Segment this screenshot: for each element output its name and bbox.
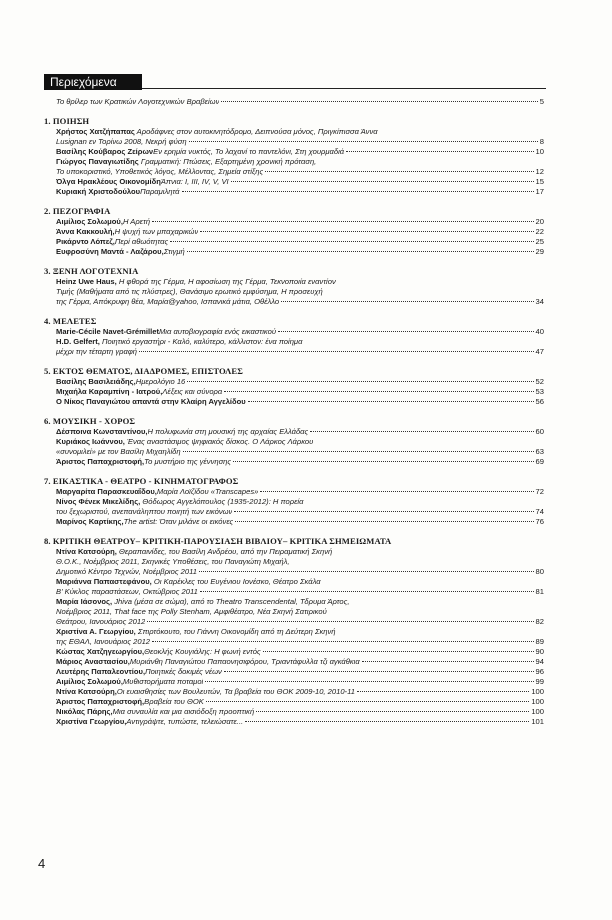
intro-title: Το θρίλερ των Κρατικών Λογοτεχνικών Βραβείων <box>56 97 220 106</box>
entry-author: Κυριάκος Ιωάννου, <box>56 437 125 446</box>
toc-entry <box>44 627 544 647</box>
dot-leader <box>182 191 534 192</box>
entry-works: Ημερολόγιο 16 <box>135 377 186 386</box>
entry-works: Μυριάνθη Παναγιώτου Παπαονησιφόρου, Τριαντάφυλλα τζι αγκάθκια <box>129 657 360 666</box>
toc-entry <box>44 677 544 687</box>
entry-page-number: 90 <box>535 647 544 656</box>
entry-continuation-line <box>56 557 544 567</box>
entry-works-continued: Lusignan εν Τορίνω 2008, Νεκρή φύση <box>56 137 187 146</box>
entry-author: Βασίλης Βασιλειάδης, <box>56 377 136 386</box>
entry-first-line <box>56 597 544 607</box>
contents-header: Περιεχόμενα <box>44 74 142 90</box>
entry-page-number: 99 <box>535 677 544 686</box>
entry-works-continued: Νοέμβριος 2011, That face της Polly Stenham, Αμφιθέατρο, Νέα Σκηνή Σατιρικού <box>56 607 327 616</box>
entry-page-number: 10 <box>535 147 544 156</box>
entry-continuation-line <box>56 567 544 577</box>
entry-first-line <box>56 487 544 497</box>
section-title: 8. ΚΡΙΤΙΚΗ ΘΕΑΤΡΟΥ– ΚΡΙΤΙΚΗ-ΠΑΡΟΥΣΙΑΣΗ ΒΙΒΛΙΟΥ– ΚΡΙΤΙΚΑ ΣΗΜΕΙΩΜΑΤΑ <box>44 536 392 546</box>
dot-leader <box>231 181 534 182</box>
entry-first-line <box>56 707 544 717</box>
section-title: 6. ΜΟΥΣΙΚΗ - ΧΟΡΟΣ <box>44 416 136 426</box>
entry-page-number: 101 <box>531 717 544 726</box>
entry-works-continued: Θεάτρου, Ιανουάριος 2012 <box>56 617 146 626</box>
entry-first-line <box>56 677 544 687</box>
entry-works: Η πολυφωνία στη μουσική της αρχαίας Ελλάδας <box>147 427 309 436</box>
entry-page-number: 96 <box>535 667 544 676</box>
entry-first-line <box>56 667 544 677</box>
entry-works: Αροδάφνες στον αυτοκινητόδρομο, Δειπνούσα μόνος, Πριγκίπισσα Άννα <box>136 127 378 136</box>
section-title: 3. ΞΕΝΗ ΛΟΓΟΤΕΧΝΙΑ <box>44 266 139 276</box>
entry-first-line <box>56 427 544 437</box>
entry-first-line <box>56 547 544 557</box>
toc-entry <box>44 157 544 177</box>
toc-entry <box>44 647 544 657</box>
dot-leader <box>245 721 529 722</box>
entry-author: Κώστας Χατζηγεωργίου, <box>56 647 145 656</box>
entry-works: Μυθιστορήματα ποταμοί <box>122 677 204 686</box>
entry-first-line <box>56 577 544 587</box>
entry-works: Ένας αναστάσιμος ψηφιακός δίσκος. Ο Λάρκος Λάρκου <box>127 437 314 446</box>
entry-works-continued: μέχρι την τέταρτη γραφή <box>56 347 137 356</box>
entry-works: Η Αρετή <box>122 217 151 226</box>
dot-leader <box>248 401 534 402</box>
entry-page-number: 56 <box>535 397 544 406</box>
sections <box>44 116 544 727</box>
entry-continuation-line <box>56 617 544 627</box>
entry-works: Θεοκλής Κουγιάλης: Η φωνή εντός <box>144 647 261 656</box>
entry-works: Λέξεις και σύνορα <box>162 387 223 396</box>
entry-continuation-line <box>56 167 544 177</box>
entry-works: Άπνια: I, III, IV, V, VI <box>160 177 229 186</box>
entry-first-line <box>56 157 544 167</box>
entry-page-number: 47 <box>535 347 544 356</box>
entry-first-line <box>56 217 544 227</box>
section-title: 1. ΠΟΙΗΣΗ <box>44 116 90 126</box>
entry-works: Εν ερημία νυκτός, Το λαχανί το παντελόνι, Στη χουρμαδιά <box>153 147 345 156</box>
dot-leader <box>189 141 538 142</box>
entry-author: Marie-Cécile Navet-Grémillet <box>56 327 159 336</box>
entry-author: Όλγα Ηρακλέους Οικονομίδη <box>56 177 161 186</box>
entry-first-line <box>56 717 544 727</box>
toc-entry <box>44 277 544 307</box>
entry-first-line <box>56 147 544 157</box>
entry-works: Οι ευαισθησίες των Βουλευτών, Τα βραβεία του ΘΟΚ 2009-10, 2010-11 <box>116 687 355 696</box>
entry-author: Μαργαρίτα Παρασκευαΐδου, <box>56 487 157 496</box>
section <box>44 206 544 257</box>
entry-works: Μια συναυλία και μια αισιόδοξη προοπτική <box>112 707 255 716</box>
toc-entry <box>44 687 544 697</box>
entry-page-number: 63 <box>535 447 544 456</box>
entry-page-number: 22 <box>535 227 544 236</box>
entry-first-line <box>56 647 544 657</box>
entry-works-continued: Το υποκοριστικό, Υποθετικός λόγος, Μέλλοντας, Σημεία στίξης <box>56 167 264 176</box>
entry-works: Η ψυχή των μπαχαρικών <box>114 227 199 236</box>
section-title: 5. ΕΚΤΟΣ ΘΕΜΑΤΟΣ, ΔΙΑΔΡΟΜΕΣ, ΕΠΙΣΤΟΛΕΣ <box>44 366 243 376</box>
dot-leader <box>256 711 529 712</box>
toc-entry <box>44 427 544 437</box>
entry-author: Άννα Κακκουλή, <box>56 227 115 236</box>
entry-works: Στιγμή <box>163 247 185 256</box>
entry-page-number: 60 <box>535 427 544 436</box>
entry-continuation-line <box>56 587 544 597</box>
entry-author: Μαριάννα Παπαστεφάνου, <box>56 577 152 586</box>
entry-page-number: 34 <box>535 297 544 306</box>
intro-page-number: 5 <box>539 97 544 106</box>
entry-author: Ρικάρντο Λόπεζ, <box>56 237 115 246</box>
entry-first-line <box>56 497 544 507</box>
dot-leader <box>152 641 534 642</box>
toc-entry <box>44 327 544 337</box>
toc-entry <box>44 547 544 577</box>
entry-author: Άριστος Παπαχριστοφή, <box>56 457 145 466</box>
entry-works: Περί αθωότητας <box>114 237 169 246</box>
entry-page-number: 40 <box>535 327 544 336</box>
entry-first-line <box>56 187 544 197</box>
toc-entry <box>44 217 544 227</box>
section-title: 4. ΜΕΛΕΤΕΣ <box>44 316 97 326</box>
toc-entry <box>44 337 544 357</box>
entry-author: Ο Νίκος Παναγιώτου απαντά στην Κλαίρη Αγγελίδου <box>56 397 246 406</box>
dot-leader <box>281 301 533 302</box>
entry-works-continued: «συνομιλεί» με τον Βασίλη Μιχαηλίδη <box>56 447 181 456</box>
dot-leader <box>152 221 533 222</box>
dot-leader <box>224 671 534 672</box>
entry-author: Λευτέρης Παπαλεοντίου, <box>56 667 146 676</box>
entry-works-continued: του ξεχωριστού, ανεπανάληπτου ποιητή των εικόνων <box>56 507 233 516</box>
entry-works: Γραμματική: Πτώσεις, Εξαρτημένη χρονική πρόταση, <box>140 157 317 166</box>
entry-first-line <box>56 687 544 697</box>
entry-page-number: 80 <box>535 567 544 576</box>
entry-works: Θεραπαινίδες, του Βασίλη Ανδρέου, από την Πειραματική Σκηνή <box>118 547 333 556</box>
dot-leader <box>310 431 533 432</box>
dot-leader <box>139 351 534 352</box>
entry-works: Σπιρτόκουτο, του Γιάννη Οικονομίδη από τη Δεύτερη Σκηνή <box>137 627 336 636</box>
dot-leader <box>183 451 534 452</box>
toc-entry <box>44 697 544 707</box>
contents-list <box>44 97 544 736</box>
entry-author: Κυριακή Χριστοδούλου <box>56 187 141 196</box>
entry-continuation-line <box>56 297 544 307</box>
dot-leader <box>187 251 534 252</box>
dot-leader <box>205 681 533 682</box>
toc-entry <box>44 127 544 147</box>
entry-author: Μαρία Ιάσονος, <box>56 597 113 606</box>
entry-first-line <box>56 277 544 287</box>
entry-continuation-line <box>56 607 544 617</box>
entry-page-number: 17 <box>535 187 544 196</box>
entry-page-number: 15 <box>535 177 544 186</box>
page-number: 4 <box>38 856 46 871</box>
dot-leader <box>200 231 533 232</box>
toc-entry <box>44 377 544 387</box>
entry-author: Νικόλας Πάρης, <box>56 707 113 716</box>
section <box>44 536 544 727</box>
toc-entry <box>44 707 544 717</box>
entry-first-line <box>56 517 544 527</box>
entry-page-number: 12 <box>535 167 544 176</box>
entry-works-continued: Τιμής (Μαθήματα από τις πλύστρες), Θανάσιμο ερωτικό εμφύσημα, Η προσευχή <box>56 287 323 296</box>
entry-continuation-line <box>56 637 544 647</box>
section <box>44 416 544 467</box>
entry-author: Ντίνα Κατσούρη, <box>56 547 117 556</box>
section <box>44 116 544 197</box>
entry-author: Δέσποινα Κωνσταντίνου, <box>56 427 148 436</box>
entry-page-number: 81 <box>535 587 544 596</box>
entry-author: Μιχαήλα Καραμπίνη - Ιατρού, <box>56 387 163 396</box>
dot-leader <box>206 701 530 702</box>
dot-leader <box>170 241 533 242</box>
entry-works-continued: Θ.Ο.Κ., Νοέμβριος 2011, Σκηνικές Υποθέσεις, του Παναγιώτη Μιχαήλ, <box>56 557 290 566</box>
toc-entry <box>44 237 544 247</box>
dot-leader <box>233 461 533 462</box>
entry-author: Αιμίλιος Σολωμού, <box>56 217 123 226</box>
toc-entry <box>44 717 544 727</box>
entry-first-line <box>56 177 544 187</box>
entry-continuation-line <box>56 287 544 297</box>
entry-works-continued: Δημοτικό Κέντρο Τεχνών, Νοέμβριος 2011 <box>56 567 197 576</box>
entry-author: Γιώργος Παναγιωτίδης <box>56 157 139 166</box>
toc-entry <box>44 457 544 467</box>
entry-works: Ποιητικές δοκιμές νέων <box>145 667 222 676</box>
entry-works: Ποιητικό εργαστήρι - Καλό, καλύτερο, κάλλιστον: ένα ποίημα <box>102 337 303 346</box>
dot-leader <box>147 621 533 622</box>
entry-author: Χριστίνα Γεωργίου, <box>56 717 127 726</box>
entry-works: Jhiva (μέσα σε σώμα), από το Theatro Transcendental, Τδρυμα Άρτος, <box>114 597 350 606</box>
entry-page-number: 94 <box>535 657 544 666</box>
entry-page-number: 8 <box>539 137 544 146</box>
entry-page-number: 100 <box>531 707 544 716</box>
entry-page-number: 53 <box>535 387 544 396</box>
dot-leader <box>278 331 534 332</box>
toc-entry <box>44 577 544 597</box>
dot-leader <box>200 591 534 592</box>
entry-first-line <box>56 457 544 467</box>
toc-entry <box>44 437 544 457</box>
section <box>44 316 544 357</box>
entry-page-number: 100 <box>531 697 544 706</box>
entry-works: Αντιγράψτε, τυπώστε, τελειώσατε... <box>126 717 244 726</box>
entry-first-line <box>56 227 544 237</box>
entry-continuation-line <box>56 347 544 357</box>
dot-leader <box>357 691 529 692</box>
entry-author: Heinz Uwe Haus, <box>56 277 117 286</box>
entry-works: The artist: Όταν μιλάνε οι εικόνες <box>123 517 234 526</box>
entry-first-line <box>56 327 544 337</box>
entry-first-line <box>56 127 544 137</box>
section <box>44 476 544 527</box>
entry-first-line <box>56 247 544 257</box>
toc-entry <box>44 227 544 237</box>
entry-page-number: 74 <box>535 507 544 516</box>
entry-author: Μάριος Αναστασίου, <box>56 657 130 666</box>
entry-continuation-line <box>56 137 544 147</box>
entry-first-line <box>56 627 544 637</box>
dot-leader <box>263 651 534 652</box>
entry-author: Βασίλης Κούβαρος Ζείρων <box>56 147 154 156</box>
dot-leader <box>221 101 537 102</box>
entry-works: Βραβεία του ΘΟΚ <box>144 697 204 706</box>
dot-leader <box>346 151 533 152</box>
entry-first-line <box>56 437 544 447</box>
section <box>44 366 544 407</box>
entry-page-number: 72 <box>535 487 544 496</box>
dot-leader <box>187 381 533 382</box>
toc-entry <box>44 177 544 187</box>
entry-works-continued: Β' Κύκλος παραστάσεων, Οκτώβριος 2011 <box>56 587 198 596</box>
entry-works: Θόδωρος Αγγελόπουλος (1935-2012): Η πορεία <box>142 497 304 506</box>
dot-leader <box>265 171 533 172</box>
entry-works: Η φθορά της Γέρμα, Η αφοσίωση της Γέρμα, Τεκνοποιία εναντίον <box>118 277 336 286</box>
entry-author: Άριστος Παπαχριστοφή, <box>56 697 145 706</box>
entry-page-number: 25 <box>535 237 544 246</box>
header-rule <box>142 88 546 89</box>
entry-page-number: 20 <box>535 217 544 226</box>
dot-leader <box>235 521 533 522</box>
entry-continuation-line <box>56 447 544 457</box>
entry-works: Οι Καρέκλες του Ευγένιου Ιονέσκο, Θέατρο Σκάλα <box>153 577 321 586</box>
entry-works: Μαρία Λοϊζίδου «Transcapes» <box>156 487 259 496</box>
entry-page-number: 52 <box>535 377 544 386</box>
entry-continuation-line <box>56 507 544 517</box>
entry-author: Χριστίνα Α. Γεωργίου, <box>56 627 136 636</box>
entry-page-number: 69 <box>535 457 544 466</box>
dot-leader <box>234 511 533 512</box>
entry-works: Παραμιλητά <box>140 187 180 196</box>
entry-author: Μαρίνος Καρτίκης, <box>56 517 124 526</box>
entry-page-number: 76 <box>535 517 544 526</box>
entry-page-number: 29 <box>535 247 544 256</box>
entry-first-line <box>56 657 544 667</box>
entry-first-line <box>56 387 544 397</box>
dot-leader <box>260 491 533 492</box>
dot-leader <box>362 661 534 662</box>
entry-first-line <box>56 697 544 707</box>
toc-entry <box>44 147 544 157</box>
entry-works-continued: της Γέρμα, Απόκρυφη θέα, Μαρία@yahoo, Ισπανικά μάτια, Οθέλλο <box>56 297 280 306</box>
toc-entry <box>44 487 544 497</box>
entry-author: H.D. Gelfert, <box>56 337 100 346</box>
section <box>44 266 544 307</box>
toc-entry <box>44 497 544 517</box>
entry-author: Ευφροσύνη Μαντά - Λαζάρου, <box>56 247 164 256</box>
intro-entry <box>44 97 544 107</box>
entry-works-continued: της ΕΘΑΛ, Ιανουάριος 2012 <box>56 637 151 646</box>
toc-entry <box>44 187 544 197</box>
section-title: 2. ΠΕΖΟΓΡΑΦΙΑ <box>44 206 111 216</box>
toc-entry <box>44 657 544 667</box>
entry-author: Χρήστος Χατζήπαπας <box>56 127 135 136</box>
section-title: 7. ΕΙΚΑΣΤΙΚΑ - ΘΕΑΤΡΟ - ΚΙΝΗΜΑΤΟΓΡΑΦΟΣ <box>44 476 239 486</box>
entry-page-number: 100 <box>531 687 544 696</box>
toc-entry <box>44 517 544 527</box>
entry-page-number: 82 <box>535 617 544 626</box>
entry-works: Μια αυτοβιογραφία ενός εικαστικού <box>158 327 276 336</box>
dot-leader <box>224 391 533 392</box>
entry-page-number: 89 <box>535 637 544 646</box>
entry-author: Νίνος Φένεκ Μικελίδης, <box>56 497 141 506</box>
toc-entry <box>44 247 544 257</box>
dot-leader <box>199 571 534 572</box>
entry-first-line <box>56 397 544 407</box>
toc-entry <box>44 667 544 677</box>
entry-first-line <box>56 377 544 387</box>
entry-first-line <box>56 337 544 347</box>
toc-entry <box>44 397 544 407</box>
entry-author: Ντίνα Κατσούρη, <box>56 687 117 696</box>
toc-entry <box>44 597 544 627</box>
entry-works: Το μυστήριο της γέννησης <box>144 457 232 466</box>
toc-entry <box>44 387 544 397</box>
entry-author: Αιμίλιος Σολωμού, <box>56 677 123 686</box>
entry-first-line <box>56 237 544 247</box>
